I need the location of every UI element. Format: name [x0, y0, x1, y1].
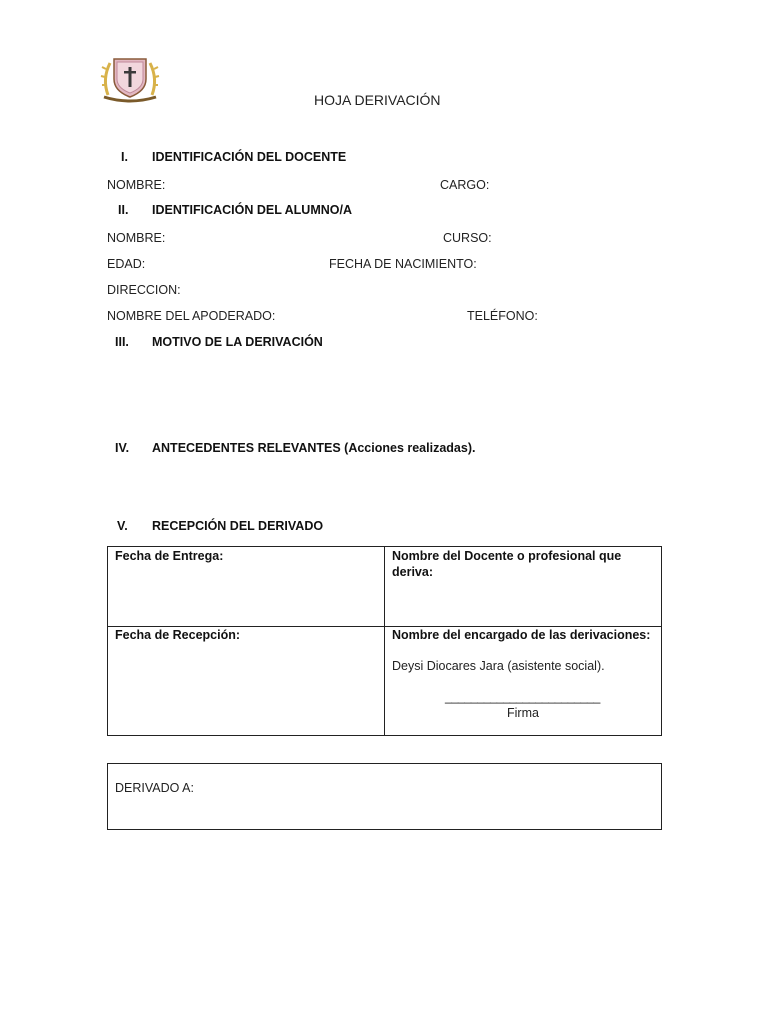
- alumno-nombre-label: NOMBRE:: [107, 231, 166, 245]
- encargado-label: Nombre del encargado de las derivaciones:: [392, 628, 651, 642]
- school-crest-with-laurel-icon: [100, 55, 160, 103]
- school-logo: [100, 55, 160, 103]
- reception-table: [107, 546, 662, 736]
- fecha-entrega-label: Fecha de Entrega:: [115, 549, 224, 563]
- nombre-docente-label-line1: Nombre del Docente o profesional que: [392, 549, 622, 563]
- section-5-title: RECEPCIÓN DEL DERIVADO: [152, 519, 324, 533]
- signature-line: ________________________: [445, 690, 600, 704]
- section-4-number: IV.: [115, 441, 130, 455]
- nombre-docente-label-line2: deriva:: [392, 565, 433, 579]
- section-3-number: III.: [115, 335, 129, 349]
- section-1-title: IDENTIFICACIÓN DEL DOCENTE: [152, 150, 347, 164]
- alumno-direccion-label: DIRECCION:: [107, 283, 181, 297]
- alumno-fecha-nacimiento-label: FECHA DE NACIMIENTO:: [329, 257, 477, 271]
- section-1-number: I.: [121, 150, 128, 164]
- table-vertical-divider: [384, 547, 385, 735]
- alumno-apoderado-label: NOMBRE DEL APODERADO:: [107, 309, 276, 323]
- docente-cargo-label: CARGO:: [440, 178, 490, 192]
- page-title: HOJA DERIVACIÓN: [314, 92, 441, 108]
- alumno-curso-label: CURSO:: [443, 231, 492, 245]
- section-5-number: V.: [117, 519, 128, 533]
- docente-nombre-label: NOMBRE:: [107, 178, 166, 192]
- derivado-a-label: DERIVADO A:: [115, 781, 194, 795]
- firma-label: Firma: [507, 706, 539, 720]
- section-4-title: ANTECEDENTES RELEVANTES (Acciones realizadas).: [152, 441, 476, 455]
- section-2-number: II.: [118, 203, 129, 217]
- alumno-telefono-label: TELÉFONO:: [467, 309, 538, 323]
- section-3-title: MOTIVO DE LA DERIVACIÓN: [152, 335, 323, 349]
- section-2-title: IDENTIFICACIÓN DEL ALUMNO/A: [152, 203, 352, 217]
- derivado-a-box: [107, 763, 662, 830]
- encargado-name: Deysi Diocares Jara (asistente social).: [392, 659, 605, 673]
- alumno-edad-label: EDAD:: [107, 257, 146, 271]
- fecha-recepcion-label: Fecha de Recepción:: [115, 628, 241, 642]
